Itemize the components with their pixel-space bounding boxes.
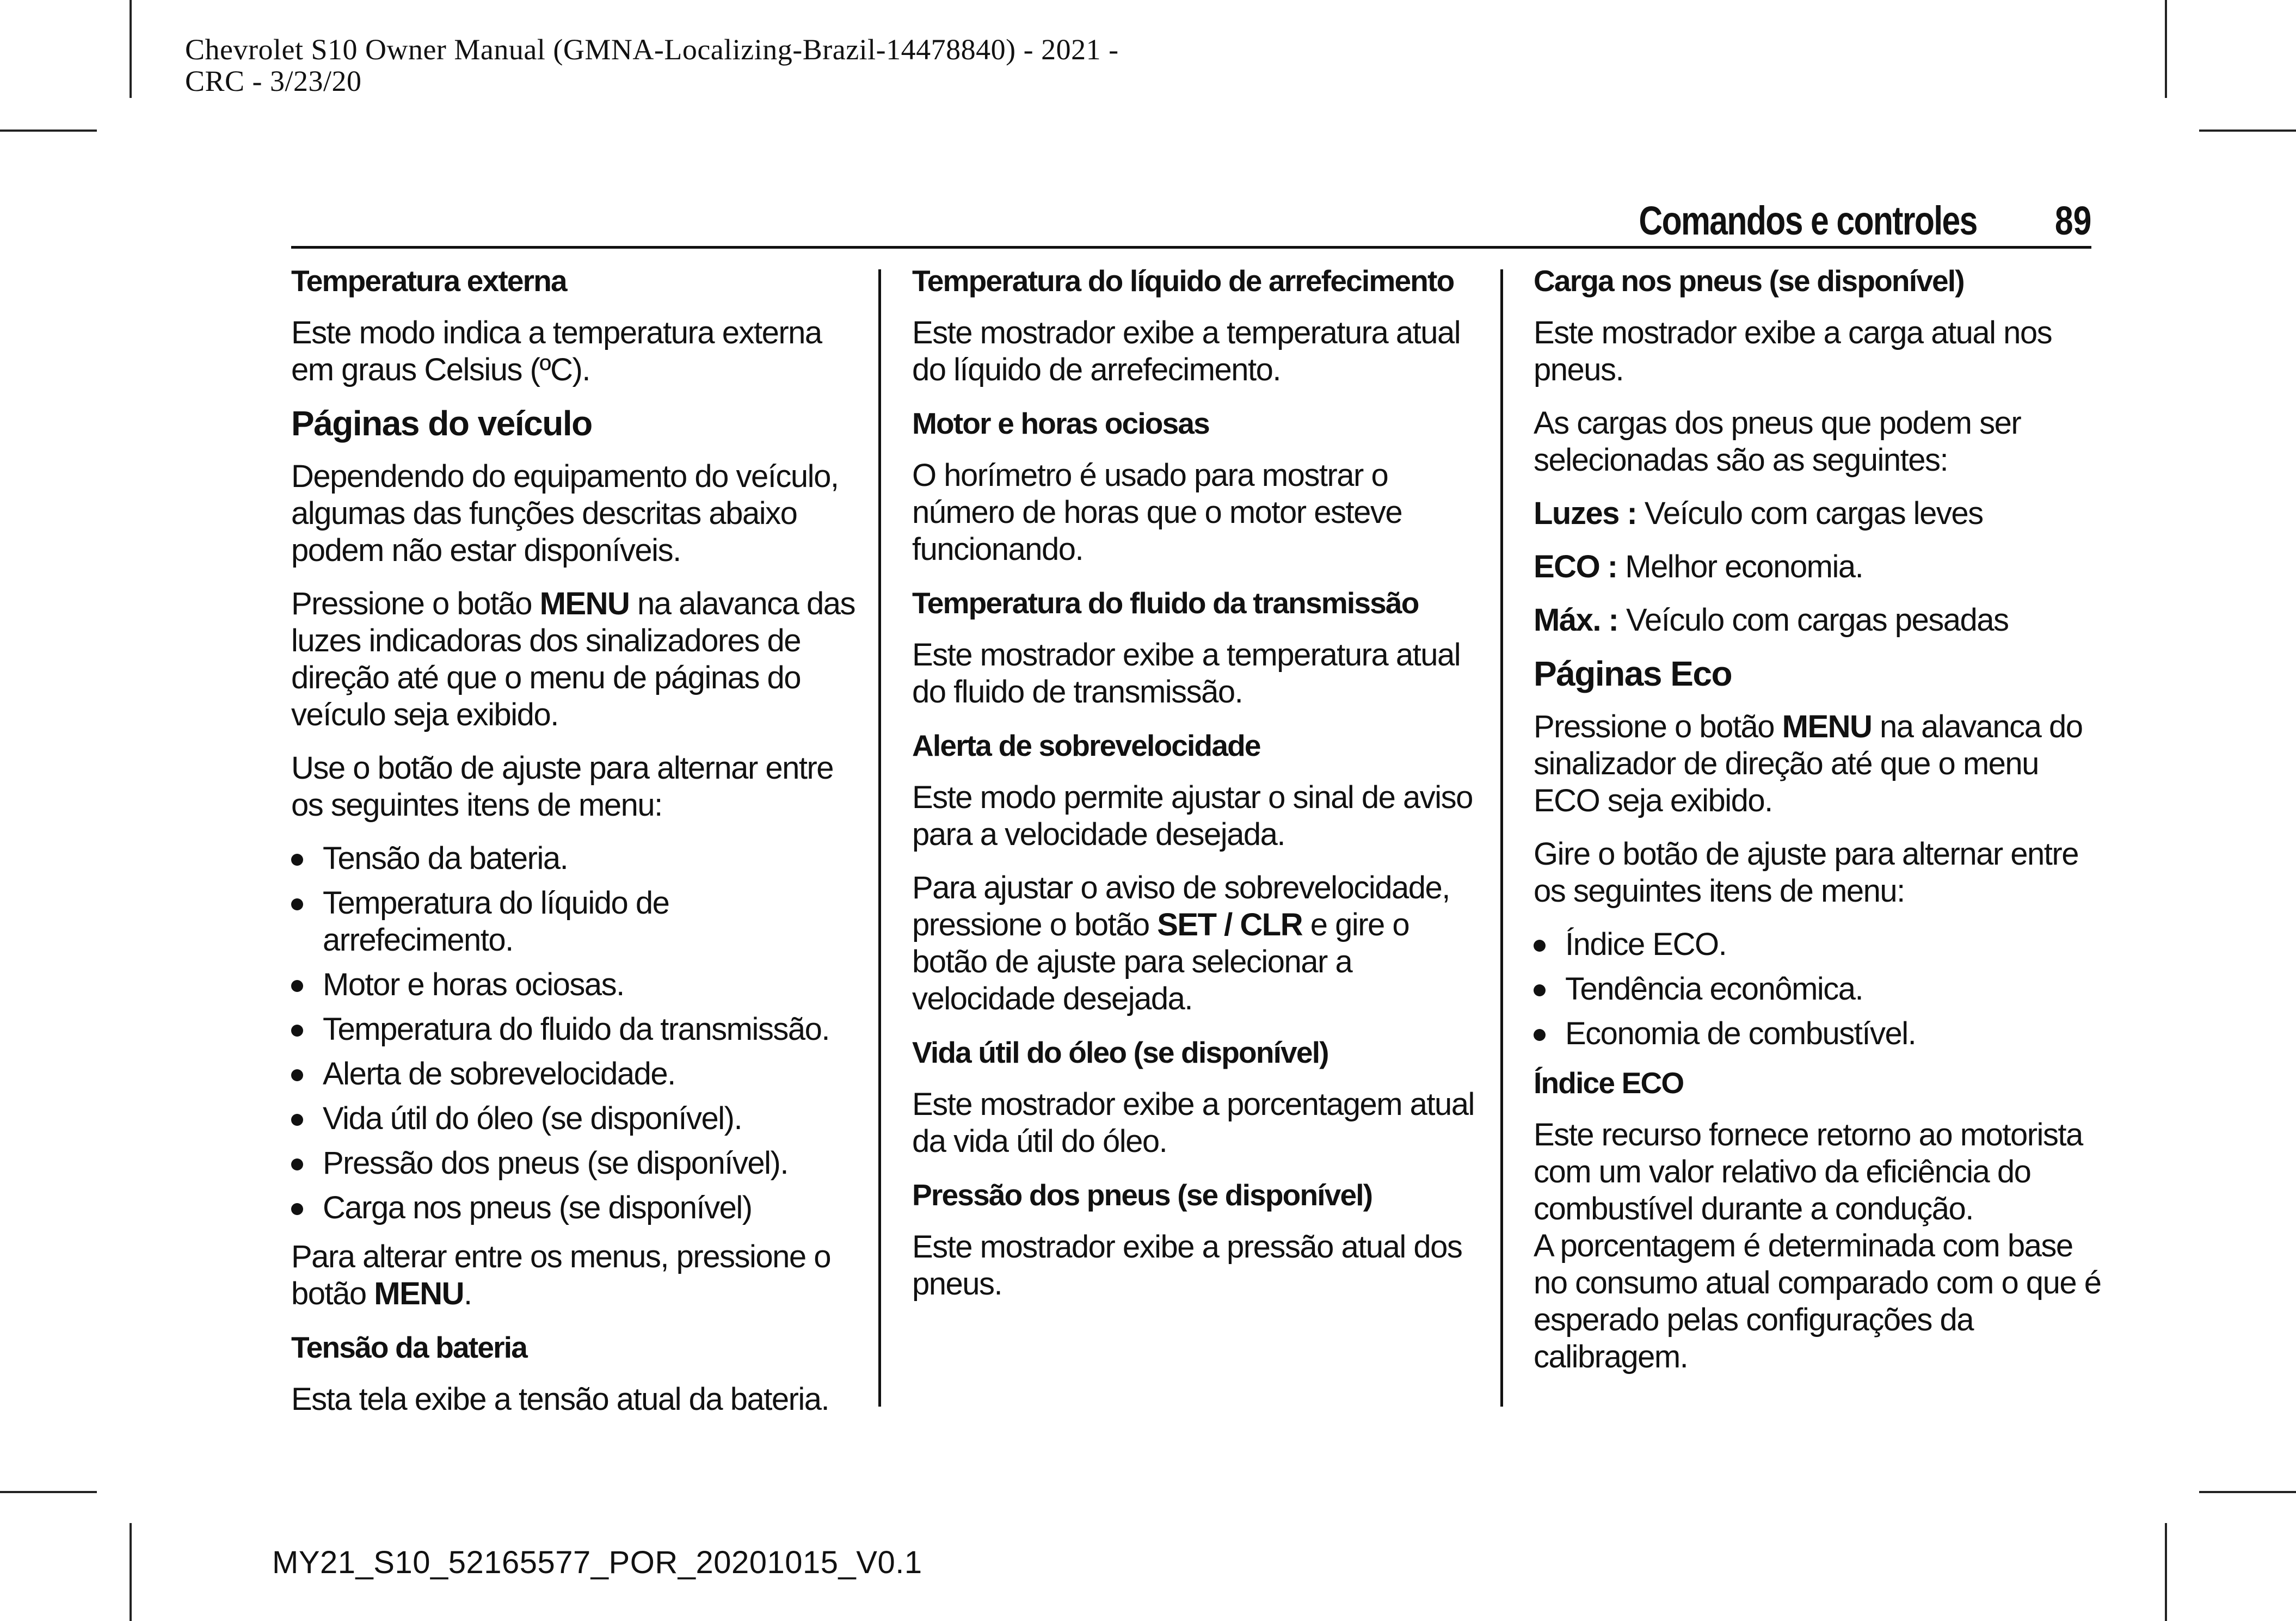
section-heading-paginas-eco: Páginas Eco [1534, 654, 1732, 693]
paragraph [1534, 708, 2105, 819]
crop-mark-bottom-right-vertical [2165, 1523, 2167, 1621]
section-title: Comandos e controles [1639, 198, 1977, 243]
text: Pressione o botão [291, 586, 540, 621]
paragraph: Este mostrador exibe a porcentagem atual da vida útil do óleo. [912, 1087, 1474, 1159]
load-option-luzes [1534, 495, 2105, 532]
print-header [185, 34, 1119, 97]
print-footer-code: MY21_S10_52165577_POR_20201015_V0.1 [272, 1545, 922, 1580]
paragraph: Este mostrador exibe a temperatura atual do líquido de arrefecimento. [912, 315, 1461, 387]
crop-mark-top-left-horizontal [0, 130, 97, 132]
list-item: Tendência econômica. [1534, 971, 2105, 1008]
option-text: Melhor economia. [1617, 549, 1863, 584]
option-label: Máx. : [1534, 602, 1618, 638]
list-item: Motor e horas ociosas. [291, 966, 863, 1003]
heading-tensao-da-bateria: Tensão da bateria [291, 1330, 527, 1364]
list-item: Tensão da bateria. [291, 840, 863, 877]
list-item: Economia de combustível. [1534, 1015, 2105, 1052]
heading-vida-util-oleo: Vida útil do óleo (se disponível) [912, 1036, 1328, 1069]
load-option-eco [1534, 548, 2105, 585]
list-item: Temperatura do líquido de arrefecimento. [291, 885, 863, 959]
option-label: ECO : [1534, 549, 1617, 584]
section-heading-paginas-do-veiculo: Páginas do veículo [291, 404, 592, 443]
text: Para ajustar o aviso de sobrevelocidade, pressione o botão [912, 870, 1450, 942]
paragraph: Use o botão de ajuste para alternar entre os seguintes itens de menu: [291, 750, 834, 823]
print-header-line-1: Chevrolet S10 Owner Manual (GMNA-Localizing-Brazil-14478840) - 2021 - [185, 33, 1119, 66]
header-rule [291, 246, 2091, 249]
eco-menu-list [1534, 926, 2105, 1052]
paragraph [291, 1238, 863, 1312]
paragraph: O horímetro é usado para mostrar o número de horas que o motor esteve funcionando. [912, 458, 1402, 567]
print-header-line-2: CRC - 3/23/20 [185, 65, 362, 97]
list-item: Índice ECO. [1534, 926, 2105, 963]
load-option-max [1534, 602, 2105, 639]
heading-temperatura-liquido: Temperatura do líquido de arrefecimento [912, 264, 1454, 298]
crop-mark-bottom-left-vertical [130, 1523, 132, 1621]
paragraph: A porcentagem é determinada com base no consumo atual comparado com o que é esperado pelas configurações da calibragem. [1534, 1228, 2101, 1375]
heading-pressao-pneus: Pressão dos pneus (se disponível) [912, 1178, 1372, 1212]
crop-mark-top-right-vertical [2165, 0, 2167, 98]
list-item: Temperatura do fluido da transmissão. [291, 1011, 863, 1048]
option-text: Veículo com cargas pesadas [1618, 602, 2009, 638]
heading-temperatura-fluido: Temperatura do fluido da transmissão [912, 586, 1419, 620]
list-item: Pressão dos pneus (se disponível). [291, 1145, 863, 1182]
heading-temperatura-externa: Temperatura externa [291, 264, 567, 298]
menu-button-label: MENU [1782, 709, 1872, 744]
crop-mark-top-right-horizontal [2199, 130, 2296, 132]
option-label: Luzes : [1534, 496, 1637, 531]
heading-alerta-sobrevelocidade: Alerta de sobrevelocidade [912, 729, 1260, 762]
menu-button-label: MENU [374, 1276, 464, 1311]
heading-indice-eco: Índice ECO [1534, 1066, 1684, 1100]
paragraph: As cargas dos pneus que podem ser selecionadas são as seguintes: [1534, 405, 2021, 478]
paragraph: Este mostrador exibe a pressão atual dos pneus. [912, 1229, 1462, 1302]
vehicle-menu-list [291, 840, 863, 1226]
text: na alavanca do sinalizador de direção até que o menu ECO seja exibido. [1534, 709, 2083, 818]
option-text: Veículo com cargas leves [1636, 496, 1983, 531]
column-3 [1534, 262, 2105, 1392]
column-2 [912, 262, 1484, 1319]
menu-button-label: MENU [539, 586, 630, 621]
paragraph: Este recurso fornece retorno ao motorista com um valor relativo da eficiência do combustível durante a condução. [1534, 1117, 2083, 1226]
crop-mark-bottom-right-horizontal [2199, 1491, 2296, 1493]
column-divider-2 [1500, 269, 1503, 1407]
heading-carga-pneus: Carga nos pneus (se disponível) [1534, 264, 1964, 298]
column-1 [291, 262, 863, 1434]
text: e gire o botão de ajuste para selecionar a velocidade desejada. [912, 907, 1409, 1016]
text: Para alterar entre os menus, pressione o botão [291, 1239, 830, 1311]
list-item: Vida útil do óleo (se disponível). [291, 1100, 863, 1137]
set-clr-button-label: SET / CLR [1157, 907, 1303, 942]
page-number: 89 [2054, 198, 2091, 243]
paragraph [912, 870, 1484, 1018]
paragraph: Dependendo do equipamento do veículo, algumas das funções descritas abaixo podem não estar disponíveis. [291, 459, 839, 568]
paragraph: Gire o botão de ajuste para alternar entre os seguintes itens de menu: [1534, 836, 2078, 909]
text: Pressione o botão [1534, 709, 1782, 744]
text: . [464, 1276, 472, 1311]
paragraph: Este modo indica a temperatura externa em graus Celsius (ºC). [291, 315, 822, 387]
crop-mark-top-left-vertical [130, 0, 132, 98]
paragraph: Esta tela exibe a tensão atual da bateria. [291, 1382, 829, 1417]
paragraph [291, 585, 863, 734]
list-item: Alerta de sobrevelocidade. [291, 1056, 863, 1093]
column-divider-1 [878, 269, 881, 1407]
list-item: Carga nos pneus (se disponível) [291, 1189, 863, 1226]
heading-motor-horas-ociosas: Motor e horas ociosas [912, 406, 1209, 440]
paragraph: Este mostrador exibe a carga atual nos pneus. [1534, 315, 2052, 387]
text: na alavanca das luzes indicadoras dos sinalizadores de direção até que o menu de páginas do veículo seja exibido. [291, 586, 855, 732]
paragraph: Este mostrador exibe a temperatura atual do fluido de transmissão. [912, 637, 1461, 710]
running-head [291, 193, 2091, 248]
crop-mark-bottom-left-horizontal [0, 1491, 97, 1493]
paragraph: Este modo permite ajustar o sinal de aviso para a velocidade desejada. [912, 780, 1473, 852]
